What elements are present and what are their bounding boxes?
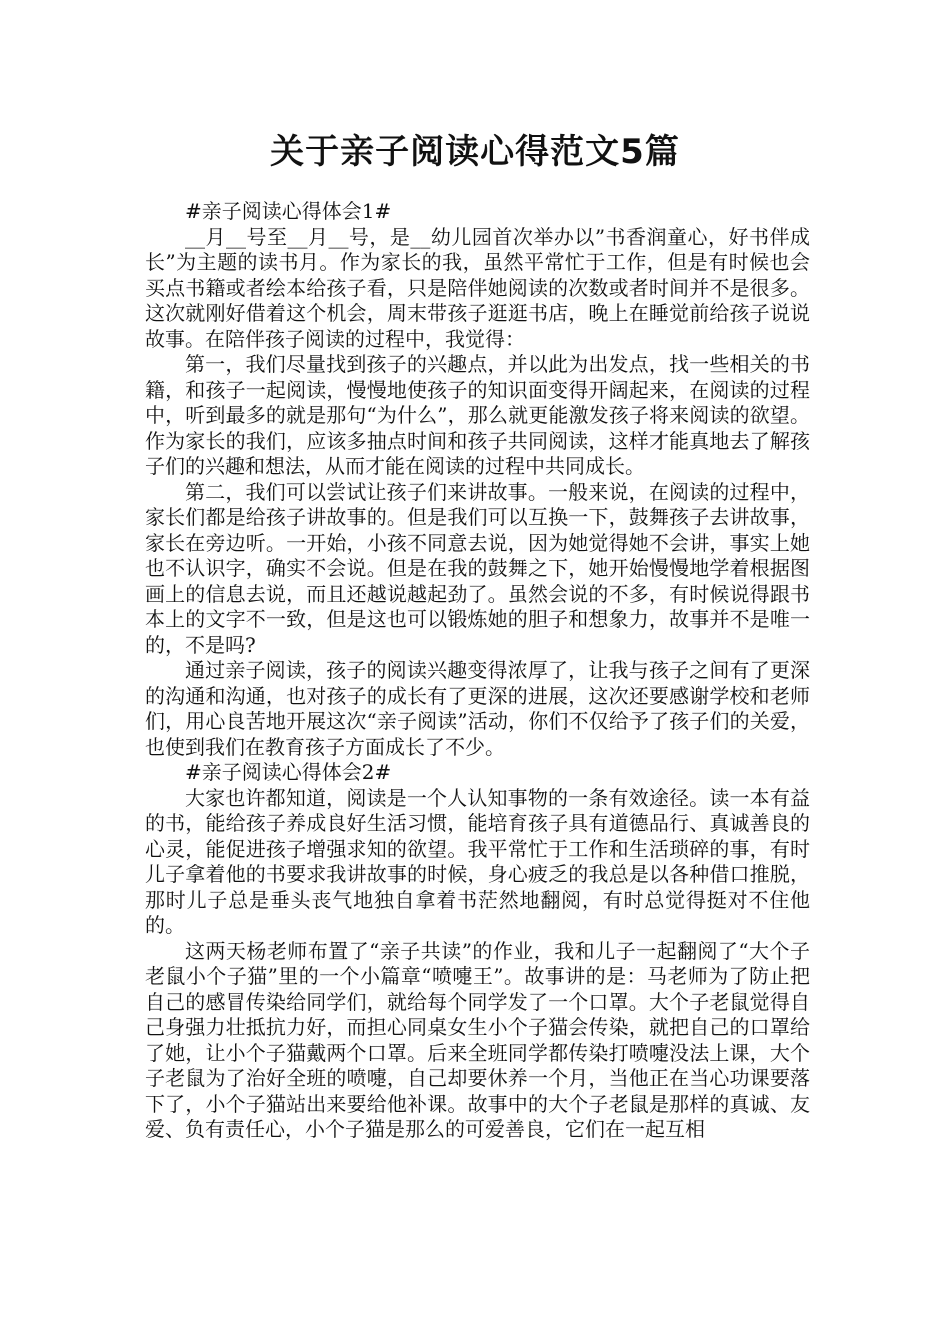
paragraph: 第一，我们尽量找到孩子的兴趣点，并以此为出发点，找一些相关的书籍，和孩子一起阅读，慢慢地使孩子的知识面变得开阔起来，在阅读的过程中，听到最多的就是那句“为什么”，那么就更能激发孩子将来阅读的欲望。作为家长的我们，应该多抽点时间和孩子共同阅读，这样才能真地去了解孩子们的兴趣和想法，从而才能在阅读的过程中共同成长。 [145,352,810,478]
paragraph: __月__号至__月__号，是__幼儿园首次举办以”书香润童心，好书伴成长”为主题的读书月。作为家长的我，虽然平常忙于工作，但是有时候也会买点书籍或者绘本给孩子看，只是陪伴她阅读的次数或者时间并不是很多。这次就刚好借着这个机会，周末带孩子逛逛书店，晚上在睡觉前给孩子说说故事。在陪伴孩子阅读的过程中，我觉得： [145,224,810,351]
section-heading-2: #亲子阅读心得体会2# [185,760,392,784]
paragraph: 通过亲子阅读，孩子的阅读兴趣变得浓厚了，让我与孩子之间有了更深的沟通和沟通，也对孩子的成长有了更深的进展，这次还要感谢学校和老师们，用心良苦地开展这次“亲子阅读”活动，你们不仅给予了孩子们的关爱，也使到我们在教育孩子方面成长了不少。 [145,658,810,759]
document-body [145,199,810,1143]
paragraph: 这两天杨老师布置了“亲子共读”的作业，我和儿子一起翻阅了“大个子老鼠小个子猫”里的一个小篇章“喷嚏王”。故事讲的是：马老师为了防止把自己的感冒传染给同学们，就给每个同学发了一个口罩。大个子老鼠觉得自己身强力壮抵抗力好，而担心同桌女生小个子猫会传染，就把自己的口罩给了她，让小个子猫戴两个口罩。后来全班同学都传染打喷嚏没法上课，大个子老鼠为了治好全班的喷嚏，自己却要休养一个月，当他正在当心功课要落下了，小个子猫站出来要给他补课。故事中的大个子老鼠是那样的真诚、友爱、负有责任心，小个子猫是那么的可爱善良，它们在一起互相 [145,938,810,1141]
document-title: 关于亲子阅读心得范文5篇 [270,132,680,172]
paragraph: 第二，我们可以尝试让孩子们来讲故事。一般来说，在阅读的过程中，家长们都是给孩子讲故事的。但是我们可以互换一下，鼓舞孩子去讲故事，家长在旁边听。一开始，小孩不同意去说，因为她觉得她不会讲，事实上她也不认识字，确实不会说。但是在我的鼓舞之下，她开始慢慢地学着根据图画上的信息去说，而且还越说越起劲了。虽然会说的不多，有时候说得跟书本上的文字不一致，但是这也可以锻炼她的胆子和想象力，故事并不是唯一的，不是吗? [145,479,810,657]
paragraph: 大家也许都知道，阅读是一个人认知事物的一条有效途径。读一本有益的书，能给孩子养成良好生活习惯，能培育孩子具有道德品行、真诚善良的心灵，能促进孩子增强求知的欲望。我平常忙于工作和生活琐碎的事，有时儿子拿着他的书要求我讲故事的时候，身心疲乏的我总是以各种借口推脱，那时儿子总是垂头丧气地独自拿着书茫然地翻阅，有时总觉得挺对不住他的。 [145,785,810,937]
section-heading-1: #亲子阅读心得体会1# [185,199,392,223]
